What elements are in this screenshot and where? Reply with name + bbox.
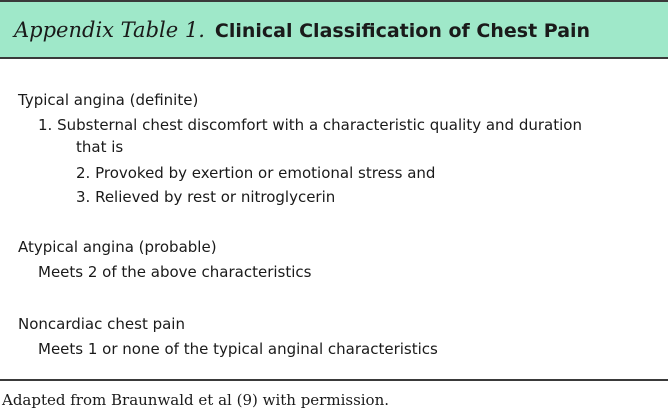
table-header (0, 0, 668, 59)
criterion-2: 2. Provoked by exertion or emotional stress and (76, 164, 436, 182)
table-title-prefix: Appendix Table 1. (14, 18, 205, 42)
section-heading-noncardiac: Noncardiac chest pain (18, 315, 185, 333)
footnote: Adapted from Braunwald et al (9) with permission. (2, 391, 390, 409)
criterion-3: 3. Relieved by rest or nitroglycerin (76, 188, 336, 206)
section-heading-typical: Typical angina (definite) (18, 91, 199, 109)
noncardiac-description: Meets 1 or none of the typical anginal characteristics (38, 340, 438, 358)
atypical-description: Meets 2 of the above characteristics (38, 263, 312, 281)
footer-divider (0, 379, 668, 381)
table-title (14, 16, 590, 45)
section-heading-atypical: Atypical angina (probable) (18, 238, 217, 256)
table-title-main: Clinical Classification of Chest Pain (214, 20, 591, 42)
criterion-1: 1. Substernal chest discomfort with a characteristic quality and duration (38, 116, 582, 134)
criterion-1-continuation: that is (76, 138, 124, 156)
